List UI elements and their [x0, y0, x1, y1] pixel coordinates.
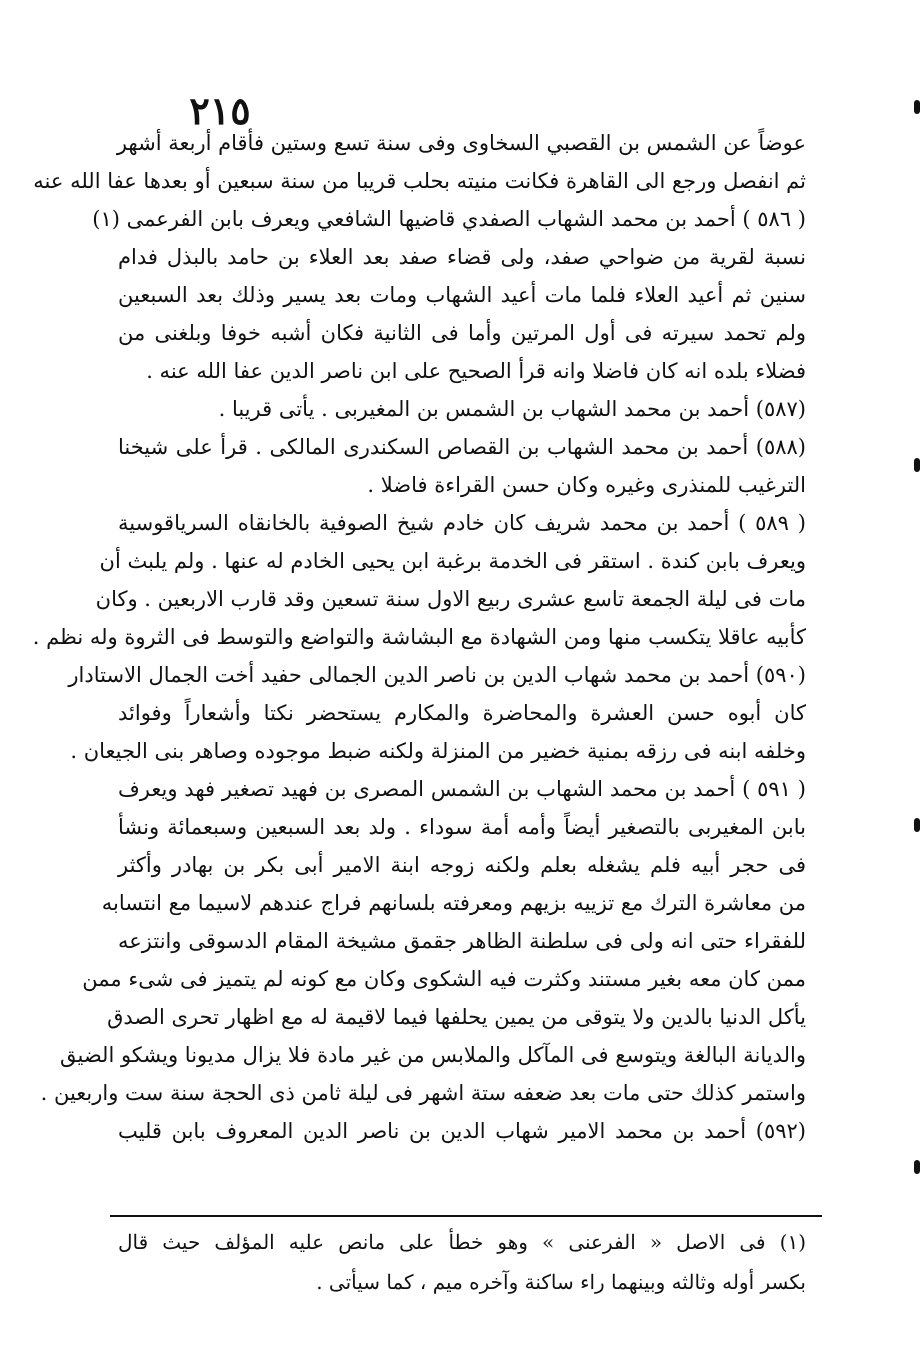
margin-mark [914, 818, 920, 832]
body-text [32, 124, 806, 1150]
footnote-divider [110, 1215, 822, 1217]
page-number: ٢١٥ [189, 88, 251, 133]
footnote-line: (١) فى الاصل « الفرعنى » وهو خطأ على مانص عليه المؤلف حيث قال [118, 1230, 806, 1254]
text-line: بابن المغيربى بالتصغير أيضاً وأمه أمة سوداء . ولد بعد السبعين وسبعمائة ونشأ [118, 815, 806, 839]
text-line: للفقراء حتى انه ولى فى سلطنة الظاهر جقمق مشيخة المقام الدسوقى وانتزعه [118, 929, 806, 953]
text-line: كان أبوه حسن العشرة والمحاضرة والمكارم يستحضر نكتا وأشعاراً وفوائد [118, 701, 806, 725]
text-line: ويعرف بابن كندة . استقر فى الخدمة برغبة ابن يحيى الخادم له عنها . ولم يلبث أن [99, 549, 806, 573]
text-line: واستمر كذلك حتى مات بعد ضعفه ستة اشهر فى ليلة ثامن ذى الحجة سنة ست واربعين . [40, 1081, 806, 1105]
text-line: يأكل الدنيا بالدين ولا يتوقى من يمين يحلفها فيما لاقيمة له مع اظهار تحرى الصدق [107, 1005, 806, 1029]
footnote-line: بكسر أوله وثالثه وبينهما راء ساكنة وآخره ميم ، كما سيأتى . [316, 1270, 806, 1294]
text-line: كأبيه عاقلا يتكسب منها ومن الشهادة مع البشاشة والتواضع والتوسط فى الثروة وله نظم . [32, 625, 806, 649]
entry-592-heading: (٥٩٢) أحمد بن محمد الامير شهاب الدين بن ناصر الدين المعروف بابن قليب [118, 1119, 806, 1143]
entry-591-heading: ( ٥٩١ ) أحمد بن محمد الشهاب بن الشمس المصرى بن فهيد تصغير فهد ويعرف [118, 777, 806, 801]
margin-mark [914, 100, 920, 114]
entry-587-heading: (٥٨٧) أحمد بن محمد الشهاب بن الشمس بن المغيربى . يأتى قريبا . [218, 397, 806, 421]
text-line: مات فى ليلة الجمعة تاسع عشرى ربيع الاول سنة تسعين وقد قارب الاربعين . وكان [95, 587, 806, 611]
entry-586-heading: ( ٥٨٦ ) أحمد بن محمد الشهاب الصفدي قاضيها الشافعي ويعرف بابن الفرعمى (١) [92, 207, 806, 231]
text-line: عوضاً عن الشمس بن القصبي السخاوى وفى سنة تسع وستين فأقام أربعة أشهر [116, 131, 806, 155]
entry-588-heading: (٥٨٨) أحمد بن محمد الشهاب بن القصاص السكندرى المالكى . قرأ على شيخنا [118, 435, 806, 459]
entry-589-heading: ( ٥٨٩ ) أحمد بن محمد شريف كان خادم شيخ الصوفية بالخانقاه السرياقوسية [118, 511, 806, 535]
text-line: والديانة البالغة ويتوسع فى المآكل والملابس من غير مادة فلا يزال مديونا ويشكو الضيق [59, 1043, 806, 1067]
text-line: ثم انفصل ورجع الى القاهرة فكانت منيته بحلب قريبا من سنة سبعين أو بعدها عفا الله عنه [33, 169, 806, 193]
text-line: وخلفه ابنه فى رزقه بمنية خضير من المنزلة ولكنه ضبط موجوده وصاهر بنى الجيعان . [70, 739, 806, 763]
footnotes [118, 1222, 806, 1302]
text-line: فضلاء بلده انه كان فاضلا وانه قرأ الصحيح على ابن ناصر الدين عفا الله عنه . [146, 359, 806, 383]
text-line: فى حجر أبيه فلم يشغله بعلم ولكنه زوجه ابنة الامير أبى بكر بن بهادر وأكثر [118, 853, 806, 877]
margin-mark [914, 1160, 920, 1174]
text-line: سنين ثم أعيد العلاء فلما مات أعيد الشهاب ومات بعد يسير وذلك بعد السبعين [118, 283, 806, 307]
text-line: ممن كان معه بغير مستند وكثرت فيه الشكوى وكان مع كونه لم يتميز فى شىء ممن [82, 967, 806, 991]
text-line: من معاشرة الترك مع تزييه بزيهم ومعرفته بلسانهم فراج عندهم لاسيما مع انتسابه [101, 891, 806, 915]
entry-590-heading: (٥٩٠) أحمد بن محمد شهاب الدين بن ناصر الدين الجمالى حفيد أخت الجمال الاستادار [68, 663, 806, 687]
text-line: نسبة لقرية من ضواحي صفد، ولى قضاء صفد بعد العلاء بن حامد بالبذل فدام [118, 245, 806, 269]
text-line: الترغيب للمنذرى وغيره وكان حسن القراءة فاضلا . [367, 473, 806, 497]
margin-mark [914, 458, 920, 472]
text-line: ولم تحمد سيرته فى أول المرتين وأما فى الثانية فكان أشبه خوفا وبلغنى من [118, 321, 806, 345]
